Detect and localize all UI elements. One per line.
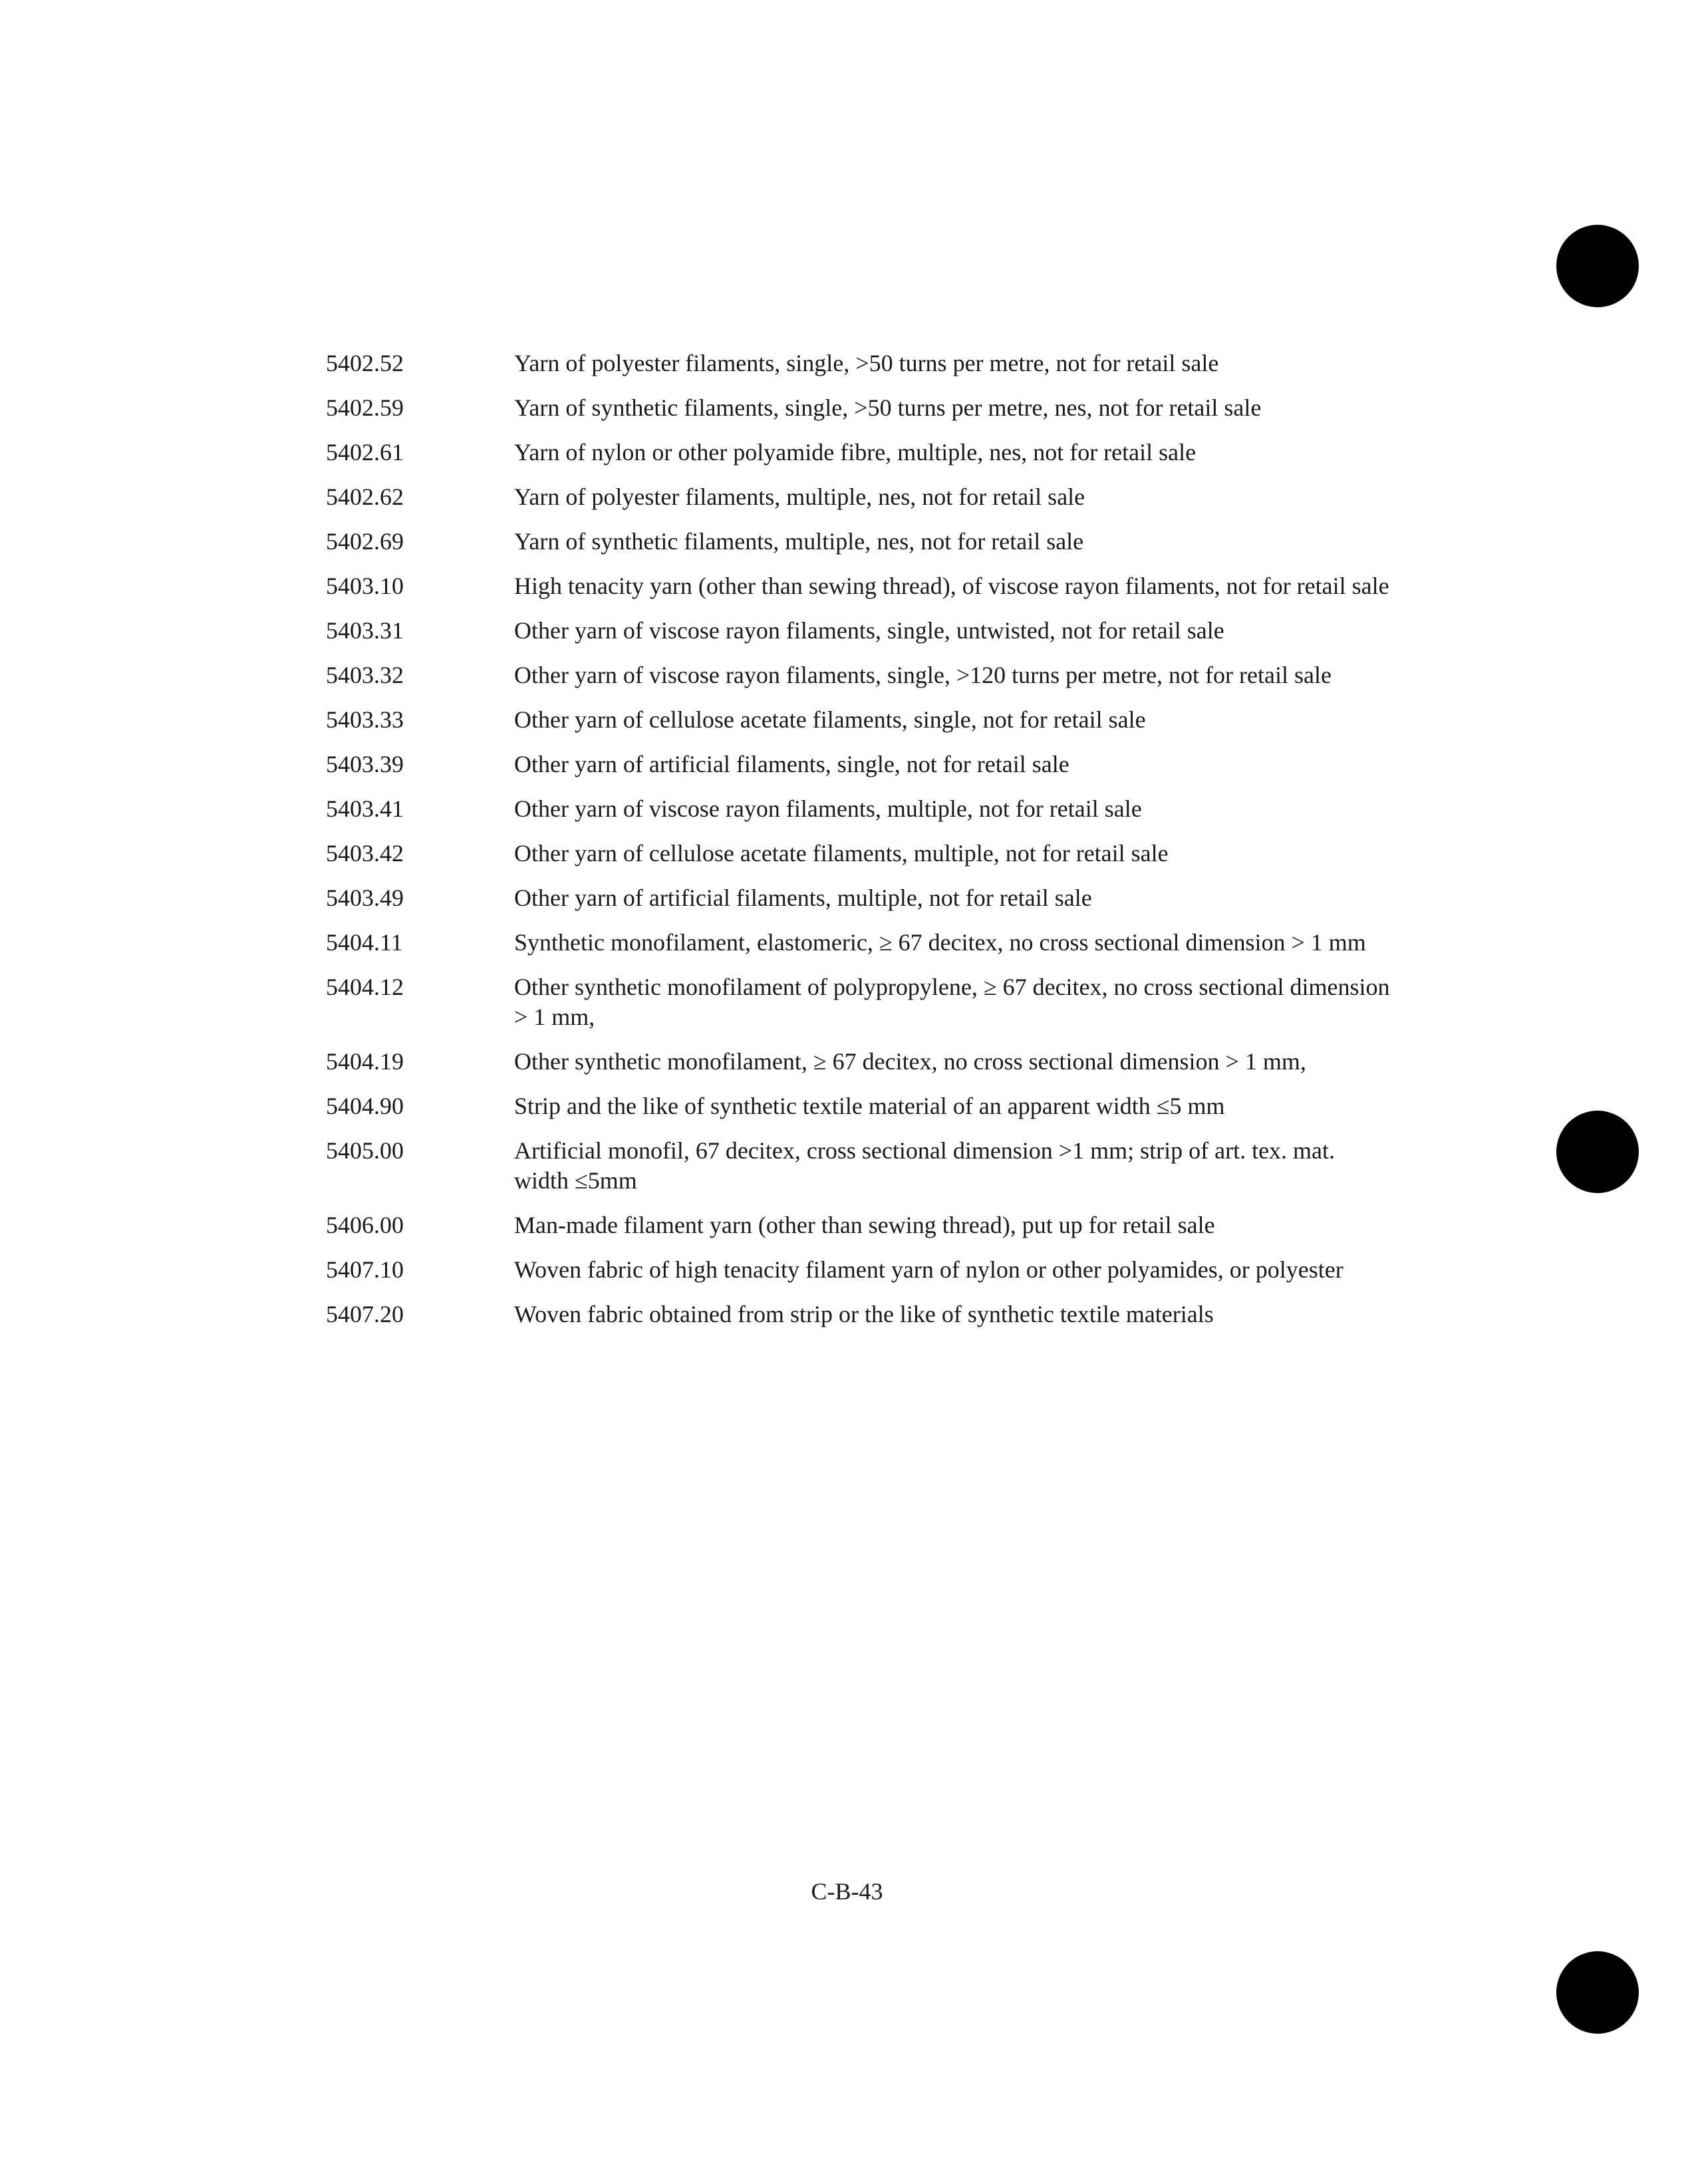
list-item (326, 1136, 1390, 1196)
list-item (326, 1047, 1390, 1077)
tariff-code: 5404.19 (326, 1048, 404, 1075)
tariff-code: 5403.31 (326, 617, 404, 644)
tariff-description: Woven fabric obtained from strip or the like of synthetic textile materials (514, 1301, 1214, 1327)
tariff-code: 5405.00 (326, 1137, 404, 1164)
tariff-description: Yarn of synthetic filaments, multiple, nes, not for retail sale (514, 528, 1084, 555)
tariff-code: 5406.00 (326, 1212, 404, 1238)
tariff-code: 5402.52 (326, 350, 404, 376)
tariff-code: 5403.32 (326, 662, 404, 688)
tariff-code: 5402.69 (326, 528, 404, 555)
list-item (326, 616, 1390, 646)
tariff-description: Yarn of nylon or other polyamide fibre, multiple, nes, not for retail sale (514, 439, 1197, 466)
tariff-description: Other synthetic monofilament, ≥ 67 decitex, no cross sectional dimension > 1 mm, (514, 1048, 1306, 1075)
list-item (326, 1255, 1390, 1285)
list-item (326, 438, 1390, 468)
list-item (326, 972, 1390, 1032)
tariff-code: 5402.62 (326, 483, 404, 510)
punch-hole-bottom (1556, 1951, 1639, 2034)
tariff-code: 5402.59 (326, 394, 404, 421)
tariff-code-list (326, 348, 1390, 1329)
list-item (326, 393, 1390, 423)
tariff-code: 5403.41 (326, 795, 404, 822)
tariff-description: Synthetic monofilament, elastomeric, ≥ 67 decitex, no cross sectional dimension > 1 mm (514, 929, 1366, 956)
tariff-description: Other yarn of cellulose acetate filaments, multiple, not for retail sale (514, 840, 1169, 867)
tariff-description: Other yarn of viscose rayon filaments, multiple, not for retail sale (514, 795, 1142, 822)
list-item (326, 660, 1390, 690)
tariff-description: Yarn of synthetic filaments, single, >50 turns per metre, nes, not for retail sale (514, 394, 1262, 421)
tariff-description: High tenacity yarn (other than sewing thread), of viscose rayon filaments, not for retail sale (514, 573, 1389, 599)
tariff-code: 5407.10 (326, 1256, 404, 1283)
tariff-description: Woven fabric of high tenacity filament yarn of nylon or other polyamides, or polyester (514, 1256, 1343, 1283)
list-item (326, 839, 1390, 869)
tariff-description: Yarn of polyester filaments, single, >50 turns per metre, not for retail sale (514, 350, 1219, 376)
tariff-description: Other yarn of viscose rayon filaments, single, untwisted, not for retail sale (514, 617, 1224, 644)
tariff-description: Other yarn of viscose rayon filaments, single, >120 turns per metre, not for retail sale (514, 662, 1332, 688)
tariff-description: Yarn of polyester filaments, multiple, nes, not for retail sale (514, 483, 1085, 510)
list-item (326, 348, 1390, 378)
list-item (326, 928, 1390, 958)
tariff-description: Other yarn of artificial filaments, multiple, not for retail sale (514, 885, 1092, 911)
list-item (326, 527, 1390, 557)
tariff-description: Other yarn of cellulose acetate filaments, single, not for retail sale (514, 706, 1146, 733)
tariff-code: 5407.20 (326, 1301, 404, 1327)
punch-hole-middle (1556, 1111, 1639, 1193)
tariff-code: 5403.49 (326, 885, 404, 911)
list-item (326, 883, 1390, 913)
tariff-code: 5403.33 (326, 706, 404, 733)
list-item (326, 1210, 1390, 1240)
list-item (326, 482, 1390, 512)
tariff-description: Man-made filament yarn (other than sewing thread), put up for retail sale (514, 1212, 1215, 1238)
tariff-description: Other yarn of artificial filaments, single, not for retail sale (514, 751, 1069, 777)
tariff-code: 5402.61 (326, 439, 404, 466)
list-item (326, 571, 1390, 601)
tariff-code: 5404.90 (326, 1093, 404, 1119)
list-item (326, 1299, 1390, 1329)
tariff-code: 5404.12 (326, 974, 404, 1000)
punch-hole-top (1556, 225, 1639, 307)
tariff-code: 5403.42 (326, 840, 404, 867)
tariff-description: Artificial monofil, 67 decitex, cross sectional dimension >1 mm; strip of art. tex. mat. width ≤5mm (514, 1137, 1336, 1194)
list-item (326, 705, 1390, 735)
tariff-code: 5403.39 (326, 751, 404, 777)
page-number: C-B-43 (811, 1878, 883, 1905)
tariff-code: 5403.10 (326, 573, 404, 599)
list-item (326, 794, 1390, 824)
tariff-description: Other synthetic monofilament of polypropylene, ≥ 67 decitex, no cross sectional dimension > 1 mm, (514, 974, 1390, 1030)
tariff-description: Strip and the like of synthetic textile material of an apparent width ≤5 mm (514, 1093, 1225, 1119)
tariff-code: 5404.11 (326, 929, 403, 956)
list-item (326, 1091, 1390, 1121)
list-item (326, 750, 1390, 779)
